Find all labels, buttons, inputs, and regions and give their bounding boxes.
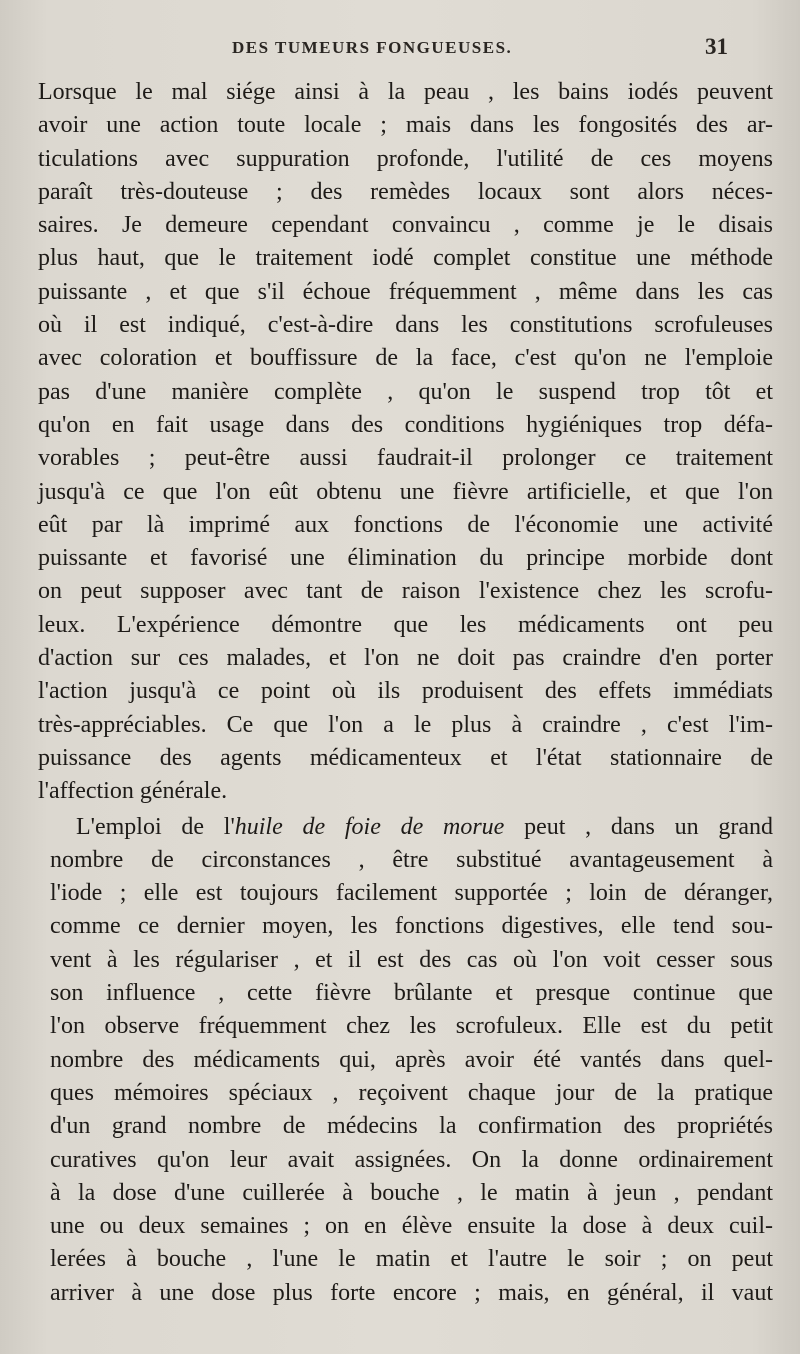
first-line-pre: L'emploi de l' xyxy=(76,813,235,840)
text-line: puissante et favorisé une élimination du principe morbide dont xyxy=(38,545,773,572)
text-line: lerées à bouche , l'une le matin et l'autre le soir ; on peut xyxy=(50,1246,773,1273)
text-line: vorables ; peut-être aussi faudrait-il prolonger ce traitement xyxy=(38,445,773,472)
text-line: ticulations avec suppuration profonde, l'utilité de ces moyens xyxy=(38,145,773,172)
paragraph-1 xyxy=(38,76,773,809)
text-line: l'action jusqu'à ce point où ils produisent des effets immédiats xyxy=(38,678,773,705)
paragraph-2 xyxy=(38,811,773,1310)
text-line: très-appréciables. Ce que l'on a le plus à craindre , c'est l'im- xyxy=(38,711,773,738)
text-line: à la dose d'une cuillerée à bouche , le matin à jeun , pendant xyxy=(50,1179,773,1206)
text-line: leux. L'expérience démontre que les médicaments ont peu xyxy=(38,611,773,638)
italic-term: huile de foie de morue xyxy=(234,813,505,840)
text-line: nombre des médicaments qui, après avoir été vantés dans quel- xyxy=(50,1046,773,1073)
text-line: l'affection générale. xyxy=(38,778,228,805)
text-line: eût par là imprimé aux fonctions de l'économie une activité xyxy=(38,511,773,538)
text-line: une ou deux semaines ; on en élève ensuite la dose à deux cuil- xyxy=(50,1213,773,1240)
text-line: d'action sur ces malades, et l'on ne doit pas craindre d'en porter xyxy=(38,645,773,672)
text-line: arriver à une dose plus forte encore ; mais, en général, il vaut xyxy=(50,1279,773,1306)
page-number: 31 xyxy=(705,34,728,59)
text-line: Lorsque le mal siége ainsi à la peau , les bains iodés peuvent xyxy=(38,79,773,105)
text-line: avoir une action toute locale ; mais dans les fongosités des ar- xyxy=(38,112,773,139)
text-line: où il est indiqué, c'est-à-dire dans les constitutions scrofuleuses xyxy=(38,312,773,339)
text-line: d'un grand nombre de médecins la confirmation des propriétés xyxy=(50,1113,773,1140)
first-line-post: peut , dans un grand xyxy=(504,813,773,840)
text-line: pas d'une manière complète , qu'on le suspend trop tôt et xyxy=(38,378,773,405)
text-line: qu'on en fait usage dans des conditions hygiéniques trop défa- xyxy=(38,411,773,438)
page-header xyxy=(0,34,800,66)
text-line: l'on observe fréquemment chez les scrofuleux. Elle est du petit xyxy=(50,1013,773,1040)
text-line: son influence , cette fièvre brûlante et presque continue que xyxy=(50,980,773,1007)
text-line: l'iode ; elle est toujours facilement supportée ; loin de déranger, xyxy=(50,880,773,907)
text-line: nombre de circonstances , être substitué avantageusement à xyxy=(50,846,773,873)
text-line: puissance des agents médicamenteux et l'état stationnaire de xyxy=(38,744,773,771)
text-line: on peut supposer avec tant de raison l'existence chez les scrofu- xyxy=(38,578,773,605)
text-line: plus haut, que le traitement iodé complet constitue une méthode xyxy=(38,245,773,272)
text-line: paraît très-douteuse ; des remèdes locaux sont alors néces- xyxy=(38,178,773,205)
text-line: puissante , et que s'il échoue fréquemment , même dans les cas xyxy=(38,278,773,305)
text-line: curatives qu'on leur avait assignées. On la donne ordinairement xyxy=(50,1146,773,1173)
paragraph-2-first-line xyxy=(50,811,773,844)
running-title: DES TUMEURS FONGUEUSES. xyxy=(232,38,513,57)
text-line: comme ce dernier moyen, les fonctions digestives, elle tend sou- xyxy=(50,913,773,940)
body-text xyxy=(38,76,773,1310)
text-line: jusqu'à ce que l'on eût obtenu une fièvre artificielle, et que l'on xyxy=(38,478,773,505)
text-line: avec coloration et bouffissure de la face, c'est qu'on ne l'emploie xyxy=(38,345,773,372)
text-line: vent à les régulariser , et il est des cas où l'on voit cesser sous xyxy=(50,946,773,973)
text-line: ques mémoires spéciaux , reçoivent chaque jour de la pratique xyxy=(50,1079,773,1106)
text-line: saires. Je demeure cependant convaincu , comme je le disais xyxy=(38,212,773,239)
